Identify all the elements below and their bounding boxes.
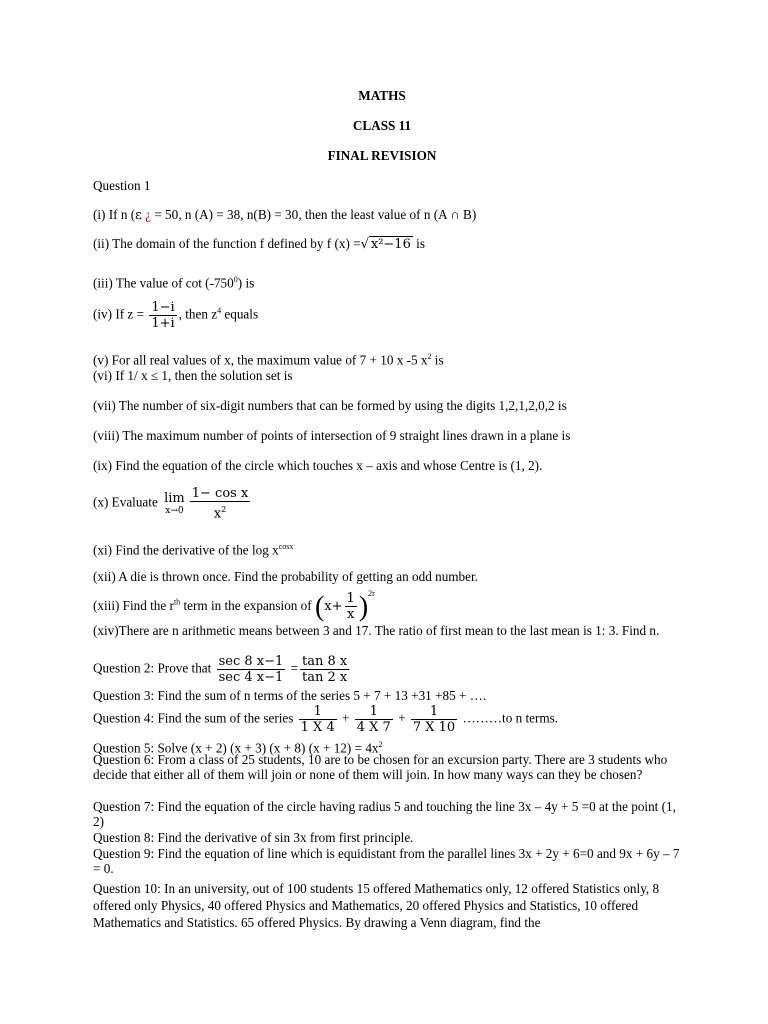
q1-part-iv: (iv) If z = $\frac{1-i}{1+i}$ , then $z^4$ equals xyxy=(93,300,259,331)
fraction: $\frac{1-i}{1+i}$ xyxy=(151,300,175,331)
question-8: Question 8: Find the derivative of sin 3x from first principle. xyxy=(93,830,414,845)
q1-part-x: (x) Evaluate lim x→0 $\frac{\text{1− cos x}}{x^2}$ xyxy=(93,486,249,522)
square-root: √ x²−16 xyxy=(360,237,411,252)
q1-part-xii: (xii) A die is thrown once. Find the probability of getting an odd number. xyxy=(93,569,478,584)
fraction: $\frac{\text{1− cos x}}{x^2}$ xyxy=(191,486,249,522)
class-heading: CLASS 11 xyxy=(352,118,412,133)
q1-part-iii: (iii) The value of $\cot (-750^0)$ is xyxy=(93,275,255,291)
left-paren: ( xyxy=(314,591,325,623)
q1-part-vi: (vi) If 1/ x ≤ 1, then the solution set is xyxy=(93,368,293,383)
q1-part-ix: (ix) Find the equation of the circle which touches x – axis and whose Centre is (1, 2). xyxy=(93,458,543,473)
title-heading: FINAL REVISION xyxy=(327,148,437,163)
q1-part-vii: (vii) The number of six-digit numbers that can be formed by using the digits 1,2,1,2,0,2 is xyxy=(93,398,567,413)
fraction: $\frac{1}{x}$ xyxy=(346,591,355,623)
question-1-label: Question 1 xyxy=(93,178,151,193)
question-2: Question 2: Prove that $\frac{\sec 8 x-1}{\sec 4 x-1}$ = $\frac{\tan 8 x}{\tan 2 x}$ xyxy=(93,654,348,685)
q1-part-xiii: (xiii) Find the $r^{th}$ term in the expansion of (x+ $\frac{1}{x}$ )$^{2r}$ xyxy=(93,589,375,623)
fraction-3: $\frac{1}{7 X 10}$ xyxy=(412,704,456,735)
question-5: Question 5: Solve (x + 2) (x + 3) (x + 8) $(x + 12) = 4x^2$ xyxy=(93,740,383,756)
question-9: Question 9: Find the equation of line which is equidistant from the parallel lines 3x + 2y + 6=0 and 9x + 6y – 7 = 0. xyxy=(93,846,680,876)
q1-part-xi: (xi) Find the derivative of the $\log x^{cosx}$ xyxy=(93,542,294,558)
epsilon-symbol: ε xyxy=(135,208,142,223)
question-10: Question 10: In an university, out of 100 students 15 offered Mathematics only, 12 offered Statistics only, 8 offered only Physics, 40 offered Physics and Mathematics, 20 offered Physics and Statistics, 10 offered Mathematics and Statistics. 65 offered Physics. By drawing a Venn diagram, find the xyxy=(93,881,660,930)
fraction-left: $\frac{\sec 8 x-1}{\sec 4 x-1}$ xyxy=(218,654,284,685)
fraction-right: $\frac{\tan 8 x}{\tan 2 x}$ xyxy=(302,654,348,685)
q1-part-ii: (ii) The domain of the function f defined by f (x) =√ x²−16 is xyxy=(93,236,425,252)
garbled-glyph: ¿ xyxy=(145,207,152,222)
q1-part-i: (i) If n (ε ¿ = 50, n (A) = 38, n(B) = 30, then the least value of n (A ∩ B) xyxy=(93,207,477,223)
fraction-1: $\frac{1}{1 X 4}$ xyxy=(300,704,335,735)
q1-part-v: (v) For all real values of x, the maximum value of 7 + 10 x -5 $x^2$ is xyxy=(93,352,444,368)
question-4: Question 4: Find the sum of the series $\frac{1}{1 X 4}$ + $\frac{1}{4 X 7}$ + $\frac{1}{7 X 10}$ ………to n terms. xyxy=(93,704,559,735)
question-6: Question 6: From a class of 25 students, 10 are to be chosen for an excursion party. There are 3 students who decide that either all of them will join or none of them will join. In how many ways can they be chosen? xyxy=(93,752,668,782)
fraction-2: $\frac{1}{4 X 7}$ xyxy=(356,704,391,735)
limit-operator: lim x→0 xyxy=(164,491,185,517)
question-3: Question 3: Find the sum of n terms of the series 5 + 7 + 13 +31 +85 + …. xyxy=(93,688,487,703)
right-paren: ) xyxy=(358,591,369,623)
question-7: Question 7: Find the equation of the circle having radius 5 and touching the line 3x – 4y + 5 =0 at the point (1, 2) xyxy=(93,799,676,829)
q1-part-xiv: (xiv)There are n arithmetic means between 3 and 17. The ratio of first mean to the last mean is 1: 3. Find n. xyxy=(93,623,660,638)
q1-part-viii: (viii) The maximum number of points of intersection of 9 straight lines drawn in a plane is xyxy=(93,428,571,443)
subject-heading: MATHS xyxy=(358,88,406,103)
